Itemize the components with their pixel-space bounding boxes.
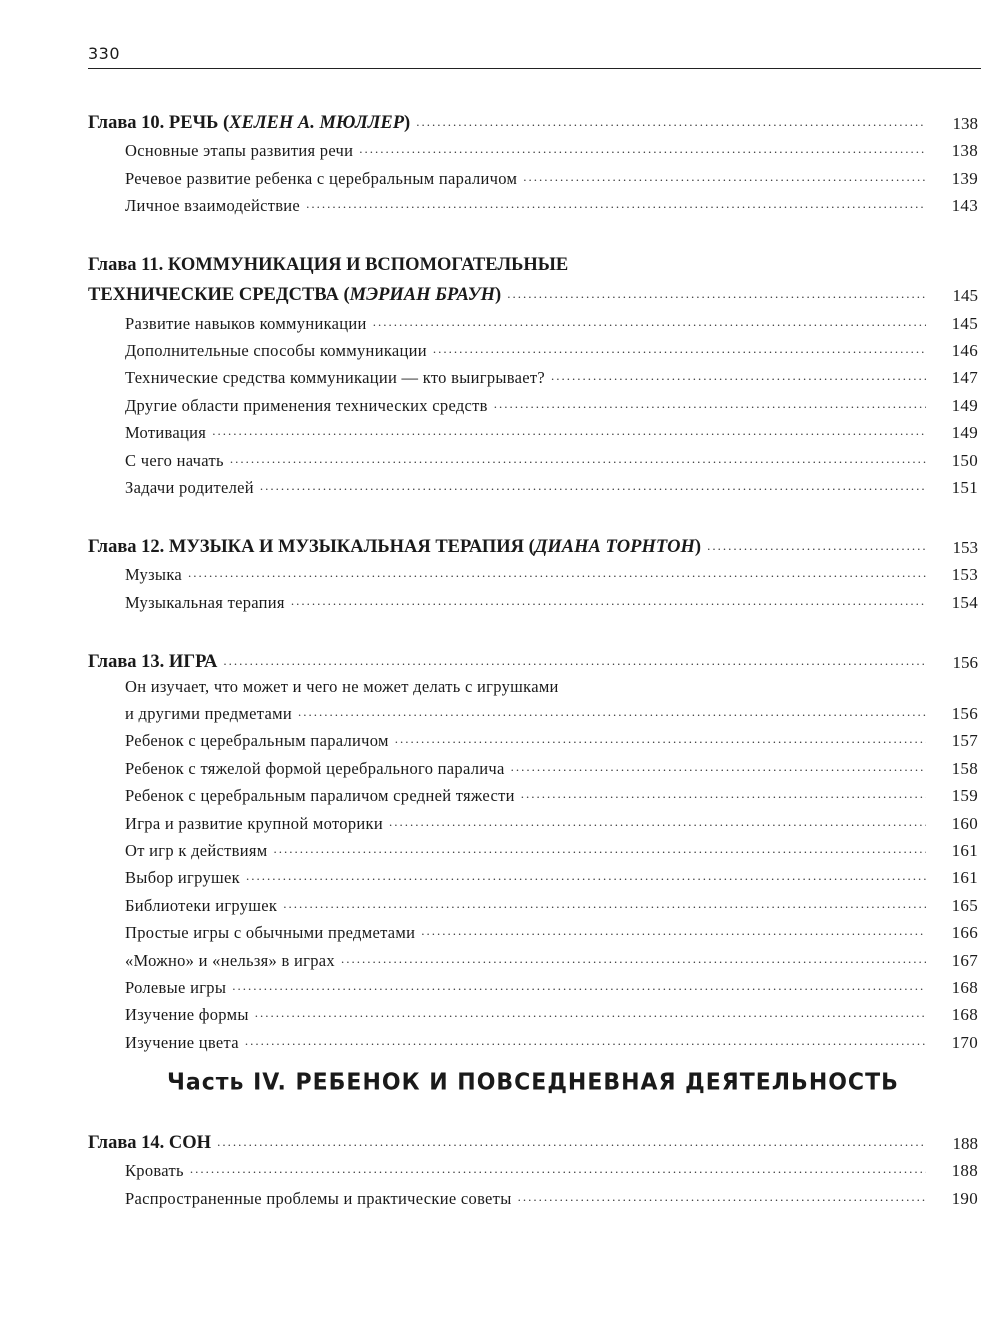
section-entry[interactable] [88, 998, 978, 1025]
chapter-page: 156 [952, 652, 978, 672]
chapter-page: 138 [952, 114, 978, 133]
section-entry[interactable] [88, 806, 978, 833]
section-page: 151 [951, 477, 978, 497]
section-entry[interactable] [88, 834, 978, 861]
chapter-14 [88, 1124, 978, 1209]
chapter-title-line1: Глава 11. КОММУНИКАЦИЯ И ВСПОМОГАТЕЛЬНЫЕ [88, 255, 569, 276]
section-page: 188 [951, 1161, 978, 1181]
leader-dots [523, 170, 926, 189]
section-page: 154 [951, 592, 978, 612]
chapter-page: 153 [952, 537, 978, 557]
leader-dots [260, 479, 926, 498]
chapter-heading[interactable] [88, 276, 978, 306]
section-entry[interactable] [88, 416, 978, 443]
chapter-title: Глава 14. СОН [88, 1133, 212, 1153]
section-label: Основные этапы развития речи [125, 141, 354, 161]
section-label: Распространенные проблемы и практические советы [125, 1188, 512, 1208]
leader-dots [274, 842, 927, 861]
leader-dots [246, 869, 926, 888]
section-entry[interactable] [88, 334, 978, 361]
section-page: 143 [951, 196, 978, 216]
leader-dots [291, 594, 926, 613]
section-page: 168 [951, 977, 978, 997]
section-label: Ролевые игры [125, 977, 227, 997]
section-label: Простые игры с обычными предметами [125, 923, 416, 943]
section-page: 161 [951, 868, 978, 888]
chapter-heading[interactable] [88, 1124, 978, 1154]
section-page: 168 [951, 1005, 978, 1025]
leader-dots [359, 142, 926, 161]
chapter-13 [88, 643, 978, 1053]
leader-dots [217, 1135, 926, 1154]
leader-dots [433, 342, 926, 361]
section-label-line1: Он изучает, что может и чего не может делать с игрушками [125, 676, 559, 696]
chapter-title: Глава 12. МУЗЫКА И МУЗЫКАЛЬНАЯ ТЕРАПИЯ (ДИАНА ТОРНТОН) [88, 536, 702, 557]
chapter-page: 145 [952, 286, 978, 306]
leader-dots [341, 952, 926, 971]
section-label: Выбор игрушек [125, 868, 240, 888]
section-entry[interactable] [88, 388, 978, 415]
leader-dots [551, 369, 926, 388]
leader-dots [494, 397, 926, 416]
section-page: 145 [951, 313, 978, 333]
table-of-contents [88, 104, 978, 1083]
section-label: «Можно» и «нельзя» в играх [125, 950, 335, 970]
chapter-11 [88, 246, 978, 498]
section-page: 165 [951, 895, 978, 915]
section-page: 153 [951, 565, 978, 585]
section-entry[interactable] [88, 558, 978, 585]
section-label: Ребенок с церебральным параличом [125, 731, 389, 751]
leader-dots [395, 732, 926, 751]
leader-dots [188, 566, 926, 585]
chapter-10 [88, 104, 978, 216]
section-label: Изучение цвета [125, 1032, 239, 1052]
section-page: 157 [951, 731, 978, 751]
section-entry[interactable] [88, 585, 978, 612]
section-entry-multiline[interactable] [88, 673, 978, 724]
section-label: Дополнительные способы коммуникации [125, 340, 427, 360]
section-label: Библиотеки игрушек [125, 895, 278, 915]
section-label: Технические средства коммуникации — кто выигрывает? [125, 368, 546, 388]
section-label: Задачи родителей [125, 477, 254, 497]
section-entry[interactable] [88, 471, 978, 498]
section-page: 146 [951, 340, 978, 360]
section-page: 170 [951, 1032, 978, 1052]
chapter-12 [88, 528, 978, 613]
section-entry[interactable] [88, 916, 978, 943]
section-entry[interactable] [88, 751, 978, 778]
leader-dots [223, 654, 926, 673]
section-entry[interactable] [88, 1154, 978, 1181]
section-entry[interactable] [88, 443, 978, 470]
section-label: Мотивация [125, 423, 207, 443]
section-label: Игра и развитие крупной моторики [125, 813, 383, 833]
section-page: 158 [951, 758, 978, 778]
leader-dots [373, 315, 926, 334]
section-page: 190 [951, 1188, 978, 1208]
section-entry[interactable] [88, 189, 978, 216]
chapter-title: ТЕХНИЧЕСКИЕ СРЕДСТВА (МЭРИАН БРАУН) [88, 285, 502, 306]
leader-dots [416, 115, 926, 134]
leader-dots [521, 787, 926, 806]
section-label: Ребенок с церебральным параличом средней тяжести [125, 786, 515, 806]
section-page: 149 [951, 423, 978, 443]
section-label: Музыка [125, 565, 183, 585]
leader-dots [255, 1006, 926, 1025]
section-page: 167 [951, 950, 978, 970]
section-page: 147 [951, 368, 978, 388]
leader-dots [283, 897, 926, 916]
leader-dots [518, 1190, 926, 1209]
chapter-heading[interactable] [88, 104, 978, 134]
leader-dots [421, 924, 926, 943]
leader-dots [298, 705, 926, 724]
chapter-title: Глава 13. ИГРА [88, 651, 218, 672]
chapter-page: 188 [952, 1134, 978, 1153]
section-entry[interactable] [88, 306, 978, 333]
section-page: 139 [951, 168, 978, 188]
leader-dots [507, 287, 926, 306]
section-entry[interactable] [88, 161, 978, 188]
section-entry[interactable] [88, 779, 978, 806]
section-page: 160 [951, 813, 978, 833]
chapter-author: МЭРИАН БРАУН [349, 285, 496, 306]
section-page: 166 [951, 923, 978, 943]
section-label: С чего начать [125, 450, 224, 470]
leader-dots [245, 1034, 926, 1053]
leader-dots [212, 424, 926, 443]
section-page: 150 [951, 450, 978, 470]
section-entry[interactable] [88, 724, 978, 751]
section-label: Личное взаимодействие [125, 196, 301, 216]
leader-dots [511, 760, 926, 779]
leader-dots [190, 1162, 926, 1181]
leader-dots [232, 979, 926, 998]
section-page: 159 [951, 786, 978, 806]
leader-dots [230, 452, 926, 471]
section-entry[interactable] [88, 1025, 978, 1052]
section-entry[interactable] [88, 971, 978, 998]
leader-dots [389, 815, 926, 834]
section-entry[interactable] [88, 361, 978, 388]
section-page: 161 [951, 841, 978, 861]
section-entry[interactable] [88, 1181, 978, 1208]
part-title: Часть IV. РЕБЕНОК И ПОВСЕДНЕВНАЯ ДЕЯТЕЛЬНОСТЬ [167, 1069, 899, 1096]
section-entry[interactable] [88, 888, 978, 915]
section-page: 156 [951, 704, 978, 724]
section-label: Изучение формы [125, 1005, 249, 1025]
chapter-title: Глава 10. РЕЧЬ (ХЕЛЕН А. МЮЛЛЕР) [88, 113, 411, 133]
section-label: Развитие навыков коммуникации [125, 313, 367, 333]
page-number: 330 [88, 44, 121, 63]
section-label: и другими предметами [125, 704, 292, 724]
section-label: Кровать [125, 1161, 184, 1181]
section-entry[interactable] [88, 134, 978, 161]
section-label: Речевое развитие ребенка с церебральным параличом [125, 168, 518, 188]
section-page: 138 [951, 141, 978, 161]
leader-dots [306, 197, 926, 216]
section-label: Другие области применения технических средств [125, 395, 488, 415]
section-entry[interactable] [88, 861, 978, 888]
chapter-author: ДИАНА ТОРНТОН [534, 536, 695, 557]
chapter-author: ХЕЛЕН А. МЮЛЛЕР [229, 113, 405, 133]
chapter-heading[interactable] [88, 643, 978, 673]
section-label: Музыкальная терапия [125, 592, 285, 612]
section-label: От игр к действиям [125, 841, 268, 861]
section-entry[interactable] [88, 943, 978, 970]
leader-dots [707, 539, 926, 558]
section-label: Ребенок с тяжелой формой церебрального паралича [125, 758, 505, 778]
chapter-heading[interactable] [88, 528, 978, 558]
page-header [88, 44, 981, 69]
section-page: 149 [951, 395, 978, 415]
